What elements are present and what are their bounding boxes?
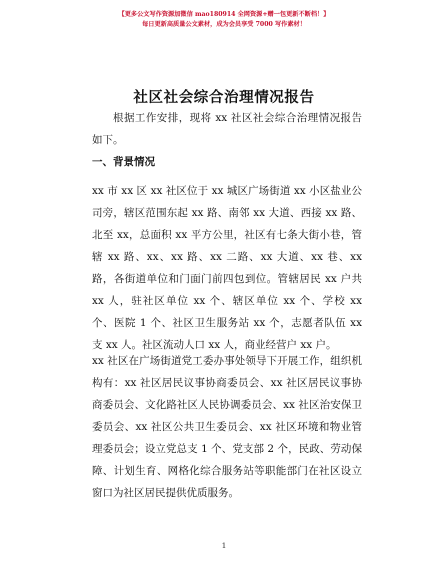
intro-paragraph: 根据工作安排，现将 xx 社区社会综合治理情况报告如下。 bbox=[92, 112, 362, 146]
background-paragraph: xx 市 xx 区 xx 社区位于 xx 城区广场街道 xx 小区盐业公司旁，辖区范围东起 xx 路、南邻 xx 大道、西接 xx 路、北至 xx，总面积 xx 平方公里，社区有七条大街小巷，管辖 xx 路、xx、xx 路、xx 二路、xx 大道、xx 巷、xx 路，各街道单位和门面门前四包到位。管辖居民 xx 户共 xx 人，驻社区单位 xx 个、辖区单位 xx 个、学校 xx 个、医院 1 个、社区卫生服务站 xx 个，志愿者队伍 xx 支 xx 人。社区流动人口 xx 人，商业经营户 xx 户。 bbox=[92, 185, 362, 351]
promo-banner-line-1: 【更多公文写作资源加微信 mao180914 全网资源+赠一包更新不断档！】 bbox=[118, 11, 330, 18]
promo-banner-line-2: 每日更新高质量公文素材，成为会员享受 7000 写作素材！ bbox=[142, 21, 306, 28]
page-number: 1 bbox=[221, 541, 227, 550]
organization-paragraph: xx 社区在广场街道党工委办事处领导下开展工作，组织机构有：xx 社区居民议事协商委员会、xx 社区居民议事协商委员会、文化路社区人民协调委员会、xx 社区治安保卫委员会、xx 社区公共卫生委员会、xx 社区环境和物业管理委员会；设立党总支 1 个、党支部 2 个，民政、劳动保障、计划生育、网格化综合服务站等职能部门在社区设立窗口为社区居民提供优质服务。 bbox=[92, 355, 362, 499]
section-heading-background: 一、背景情况 bbox=[92, 156, 155, 168]
document-title: 社区社会综合治理情况报告 bbox=[133, 89, 315, 106]
